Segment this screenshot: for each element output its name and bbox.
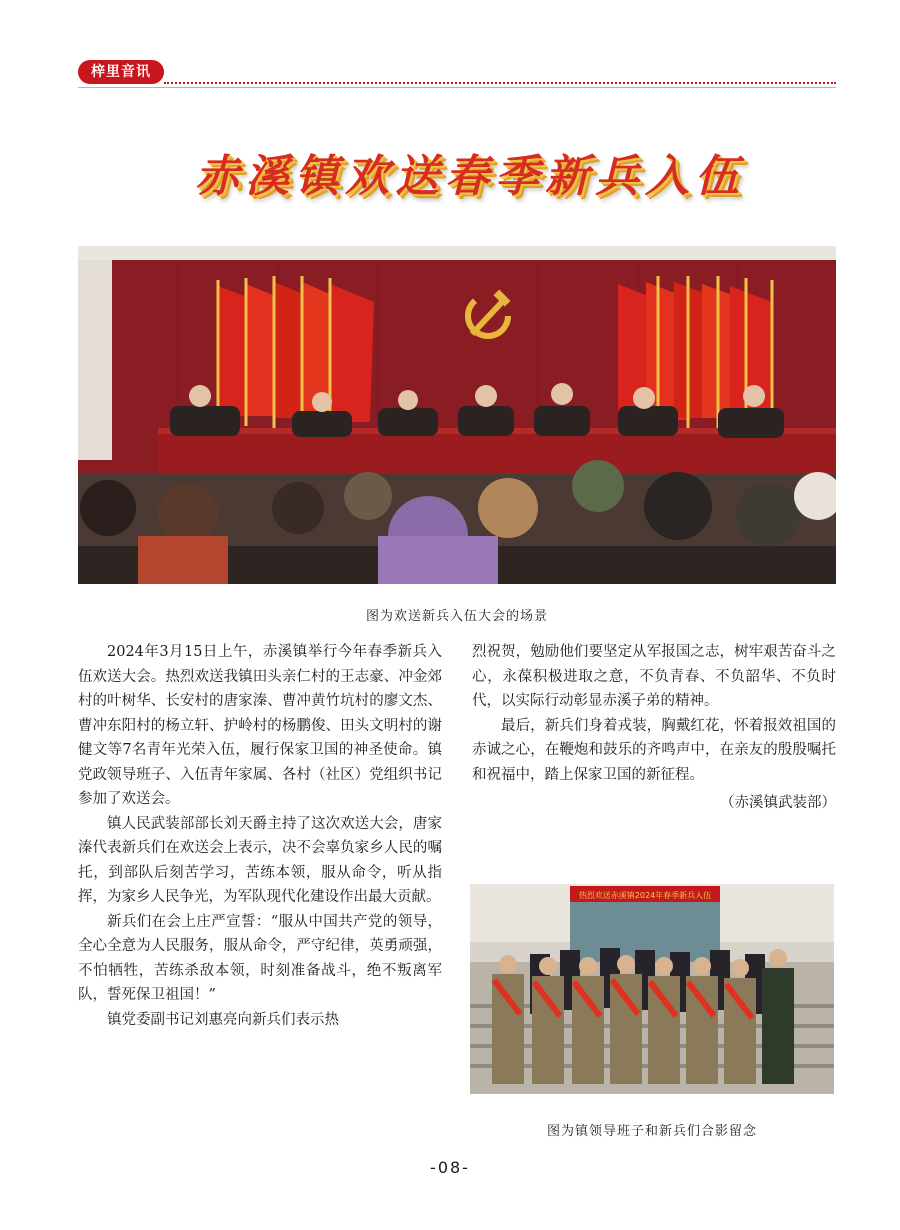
meeting-photo-caption: 图为欢送新兵入伍大会的场景 [365,609,548,624]
header-divider-line [78,87,836,88]
page-number: -08- [430,1158,470,1177]
group-photo [470,884,834,1094]
header-divider [164,82,836,84]
article-body-left [78,640,442,1032]
article-title: 赤溪镇欢送春季新兵入伍 [195,151,745,202]
group-photo-banner: 热烈欢送赤溪镇2024年春季新兵入伍 [578,891,712,900]
paragraph-3: 新兵们在会上庄严宣誓：“服从中国共产党的领导，全心全意为人民服务，服从命令，严守纪律，英勇顽强，不怕牺牲，苦练杀敌本领，时刻准备战斗，绝不叛离军队，誓死保卫祖国！” [78,913,442,1003]
paragraph-5: 最后，新兵们身着戎装，胸戴红花，怀着报效祖国的赤诚之心，在鞭炮和鼓乐的齐鸣声中，在亲友的殷殷嘱托和祝福中，踏上保家卫国的新征程。 [472,717,836,783]
group-photo-caption: 图为镇领导班子和新兵们合影留念 [546,1124,757,1139]
section-tag: 梓里音讯 [78,60,164,84]
signature: （赤溪镇武装部） [720,795,836,811]
meeting-photo [78,246,836,584]
paragraph-2: 镇人民武装部部长刘天爵主持了这次欢送大会，唐家溱代表新兵们在欢送会上表示，决不会辜负家乡人民的嘱托，到部队后刻苦学习，苦练本领，服从命令，听从指挥，为家乡人民争光，为军队现代化建设作出最大贡献。 [78,815,442,905]
paragraph-1: 2024年3月15日上午，赤溪镇举行今年春季新兵入伍欢送大会。热烈欢送我镇田头亲仁村的王志豪、冲金郊村的叶树华、长安村的唐家溱、曹冲黄竹坑村的廖文杰、曹冲东阳村的杨立轩、护岭村的杨鹏俊、田头文明村的谢健文等7名青年光荣入伍，履行保家卫国的神圣使命。镇党政领导班子、入伍青年家属、各村（社区）党组织书记参加了欢送会。 [78,644,442,807]
paragraph-4-continued: 烈祝贺，勉励他们要坚定从军报国之志，树牢艰苦奋斗之心，永葆积极进取之意，不负青春、不负韶华、不负时代，以实际行动彰显赤溪子弟的精神。 [472,644,836,709]
paragraph-4: 镇党委副书记刘惠亮向新兵们表示热 [107,1011,339,1028]
article-body-right [472,640,836,816]
